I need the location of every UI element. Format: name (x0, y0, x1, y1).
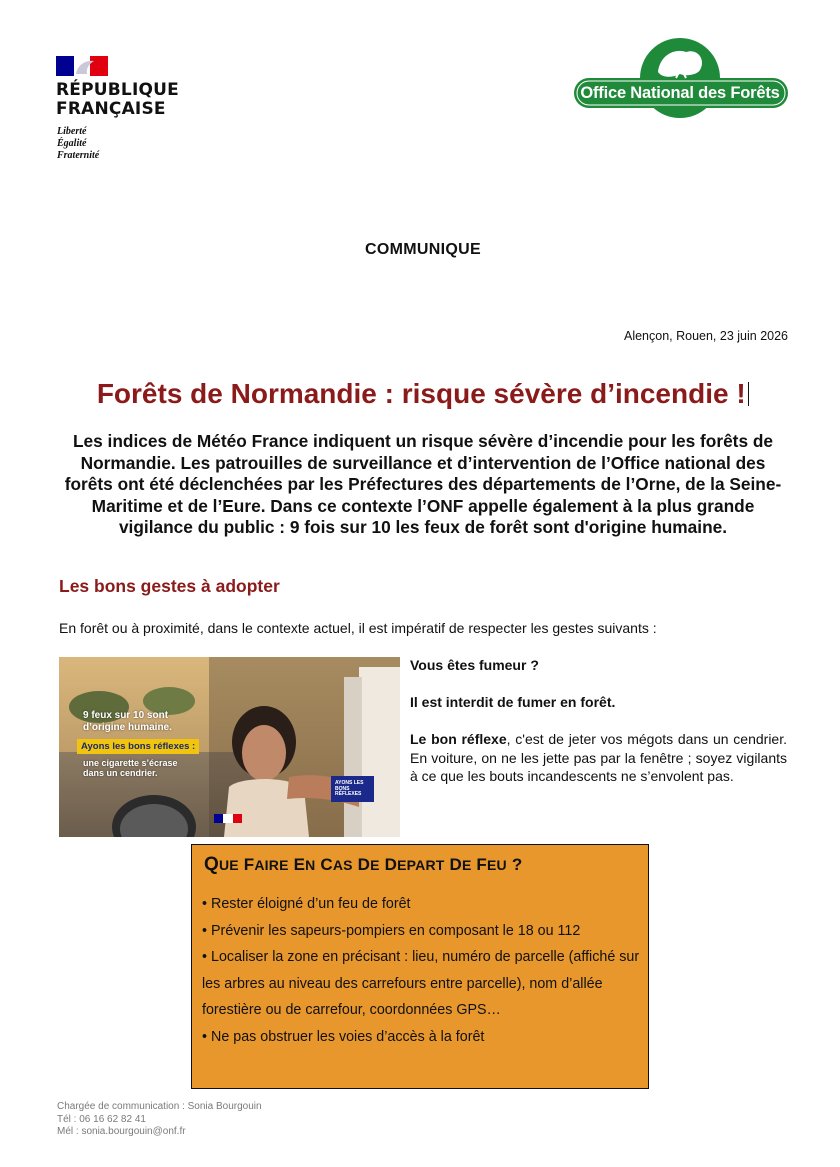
poster-badge-line2: BONS RÉFLEXES (335, 785, 362, 797)
text-cursor (748, 382, 750, 406)
list-item: • Rester éloigné d’un feu de forêt (202, 891, 642, 918)
rf-motto-3: Fraternité (57, 150, 100, 161)
fire-box-title-text: QUE FAIRE EN CAS DE DEPART DE FEU ? (204, 854, 523, 875)
list-item: • Localiser la zone en précisant : lieu, numéro de parcelle (affiché sur les arbres au niveau des carrefours entre parcelle), nom d’allée forestière ou de carrefour, coordonnées GPS… (202, 944, 642, 1024)
marianne-mini-flag-icon (214, 814, 242, 823)
smoker-question: Vous êtes fumeur ? (410, 657, 539, 673)
poster-highlight: Ayons les bons réflexes : (77, 739, 199, 754)
headline (0, 378, 840, 410)
reflex-paragraph (410, 730, 787, 786)
campaign-poster-image (59, 657, 400, 837)
poster-line3: une cigarette s’écrase (83, 758, 178, 768)
headline-text: Forêts de Normandie : risque sévère d’incendie ! (96, 378, 746, 409)
fire-box-title (204, 854, 522, 876)
list-item: • Ne pas obstruer les voies d’accès à la forêt (202, 1024, 642, 1051)
fire-instructions-box (191, 844, 649, 1089)
dateline: Alençon, Rouen, 23 juin 2026 (623, 329, 788, 343)
lead-paragraph: Les indices de Météo France indiquent un risque sévère d’incendie pour les forêts de Normandie. Les patrouilles de surveillance et d’intervention de l’Office national des forêts ont été déclenchées par les Préfectures des départements de l’Orne, de la Seine-Maritime et de l’Eure. Dans ce contexte l’ONF appelle également à la plus grande vigilance du public : 9 fois sur 10 les feux de forêt sont d'origine humaine. (64, 431, 782, 537)
rf-motto (57, 126, 99, 162)
poster-text-sub (83, 758, 178, 778)
poster-line2: d’origine humaine. (83, 722, 172, 733)
marianne-flag-icon (56, 56, 108, 76)
poster-badge-line1: AYONS LES (335, 780, 364, 786)
rf-line2: FRANÇAISE (56, 99, 166, 119)
intro-text: En forêt ou à proximité, dans le contexte actuel, il est impératif de respecter les gestes suivants : (59, 620, 657, 636)
footer-contact (57, 1101, 262, 1139)
rf-motto-2: Égalité (57, 138, 87, 149)
spacer (410, 712, 787, 731)
onf-logo (572, 38, 790, 122)
rf-line1: RÉPUBLIQUE (56, 80, 179, 100)
reflex-text: , c'est de jeter vos mégots dans un cendrier. En voiture, on ne les jette pas par la fenêtre ; soyez vigilants à ce que les bouts incandescents ne s’envolent pas. (410, 731, 787, 784)
poster-line4: dans un cendrier. (83, 768, 158, 778)
document-label: COMMUNIQUE (365, 241, 481, 258)
onf-wordmark: Office National des Forêts (580, 84, 780, 102)
list-item: • Prévenir les sapeurs-pompiers en composant le 18 ou 112 (202, 918, 642, 945)
smoker-advice (410, 656, 787, 786)
poster-text-main (83, 710, 172, 734)
section-title: Les bons gestes à adopter (59, 576, 280, 596)
rf-motto-1: Liberté (57, 126, 87, 137)
republique-francaise-title (56, 81, 179, 119)
spacer (410, 675, 787, 694)
poster-line1: 9 feux sur 10 sont (83, 710, 169, 721)
footer-phone: Tél : 06 16 62 82 41 (57, 1113, 146, 1125)
poster-badge (331, 776, 374, 802)
footer-contact-name: Chargée de communication : Sonia Bourgouin (57, 1101, 262, 1112)
fire-instructions-list (202, 891, 642, 1051)
footer-email: Mél : sonia.bourgouin@onf.fr (57, 1126, 186, 1137)
smoking-rule: Il est interdit de fumer en forêt. (410, 694, 616, 710)
reflex-label: Le bon réflexe (410, 731, 507, 747)
